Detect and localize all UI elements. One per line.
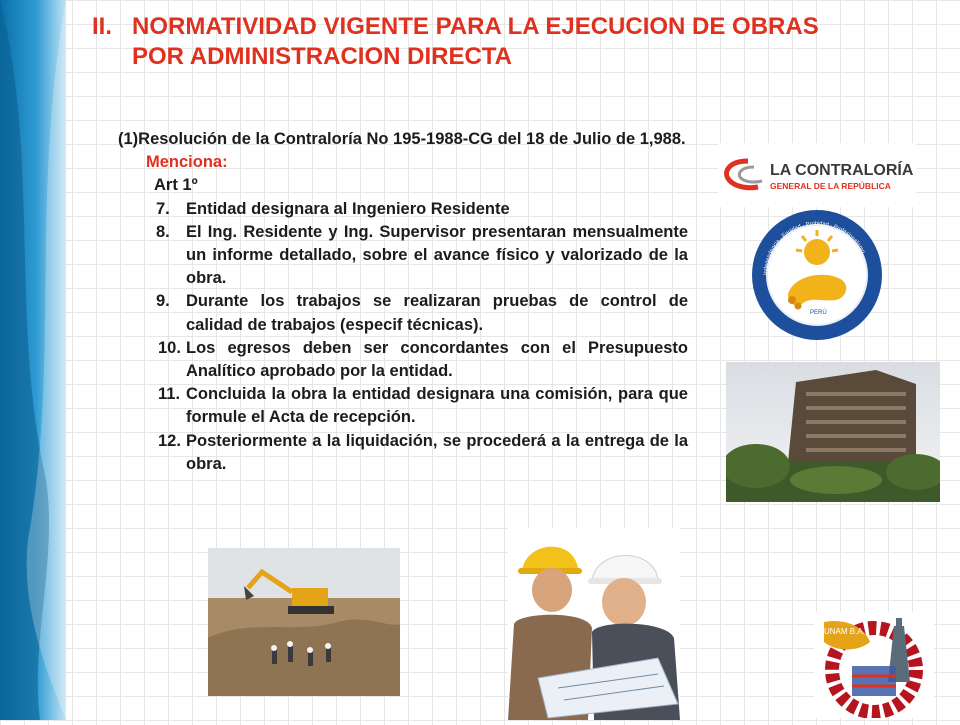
resolution-reference: (1)Resolución de la Contraloría No 195-1988-CG del 18 de Julio de 1,988. [118, 130, 686, 148]
seal-top-text: Independencia · Equidad · Probidad · Profesionalismo [762, 221, 866, 276]
seal-country: PERÚ [810, 310, 827, 316]
item-text: Los egresos deben ser concordantes con el Presupuesto Analítico aprobado por la entidad. [186, 338, 688, 381]
item-number: 12. [158, 431, 181, 450]
construction-site-photo [208, 548, 400, 696]
contraloria-name: LA CONTRALORÍA [770, 162, 914, 179]
side-decorative-band [0, 0, 66, 720]
title-number: II. [92, 13, 113, 40]
list-item [118, 198, 688, 221]
university-label: UNAM B.A. [824, 627, 865, 636]
content-body [118, 128, 688, 476]
band-wave-decoration [0, 0, 66, 720]
contraloria-seal [750, 208, 884, 342]
item-number: 9. [156, 292, 170, 311]
item-text: Posteriormente a la liquidación, se procederá a la entrega de la obra. [186, 431, 688, 473]
engineers-photo [508, 528, 680, 720]
list-item [118, 337, 688, 383]
item-number: 7. [156, 199, 170, 218]
list-item [118, 430, 688, 476]
list-item [118, 290, 688, 336]
slide-title [92, 12, 912, 72]
article-label: Art 1º [154, 176, 198, 195]
item-text: Entidad designara al Ingeniero Residente [186, 199, 510, 218]
item-text: Concluida la obra la entidad designara una comisión, para que formule el Acta de recepción. [186, 385, 688, 427]
university-seal [814, 612, 934, 718]
title-line-1: NORMATIVIDAD VIGENTE PARA LA EJECUCION DE OBRAS [132, 13, 819, 40]
article-items-list [118, 198, 688, 476]
item-text: Durante los trabajos se realizaran pruebas de control de calidad de trabajos (especif técnicas). [186, 292, 688, 334]
title-line-2: POR ADMINISTRACION DIRECTA [132, 43, 512, 70]
contraloria-subtitle: GENERAL DE LA REPÚBLICA [770, 181, 891, 191]
seal-bottom-text: CONTRALORÍA GENERAL DE LA REPÚBLICA [768, 285, 862, 327]
building-photo [726, 362, 940, 502]
item-number: 8. [156, 222, 170, 241]
item-text: El Ing. Residente y Ing. Supervisor presentaran mensualmente un informe detallado, sobre el avance físico y valorizado de la obra. [186, 222, 688, 288]
item-number: 11. [158, 385, 181, 404]
menciona-label: Menciona: [146, 153, 228, 172]
contraloria-logo [718, 143, 916, 207]
item-number: 10. [158, 338, 181, 357]
list-item [118, 221, 688, 291]
list-item [118, 383, 688, 429]
